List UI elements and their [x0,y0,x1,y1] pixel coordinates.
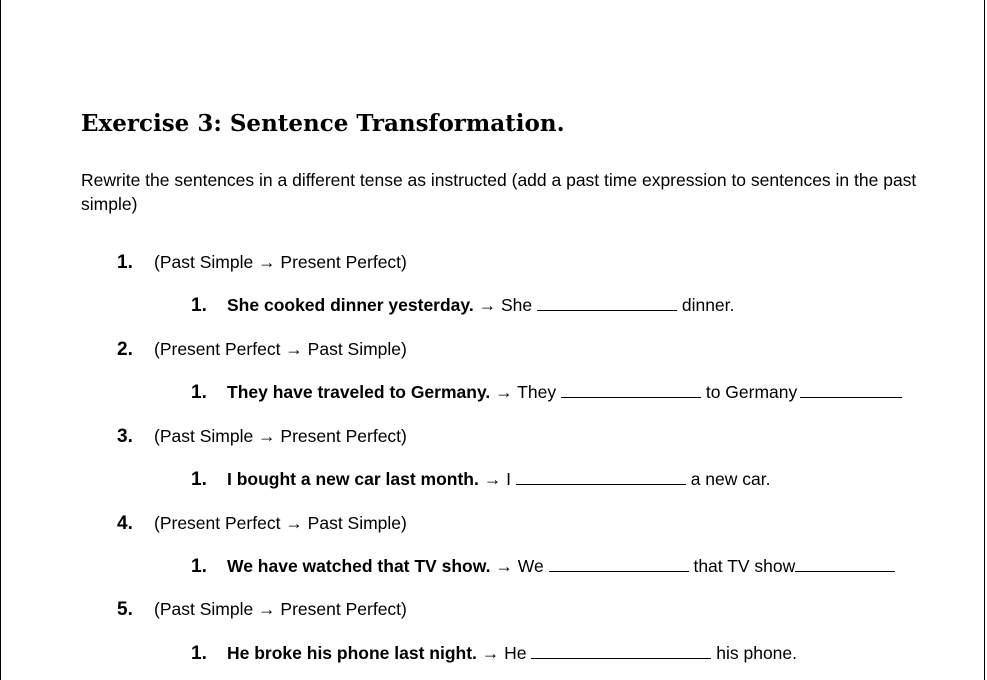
item-3-heading [117,425,407,448]
original-sentence: They have traveled to Germany. [227,382,491,402]
item-5-sentence [191,642,797,665]
item-1-sentence [191,294,734,317]
item-4-heading [117,512,407,535]
rewrite-prompt-start: → He [481,643,527,663]
item-4-sentence [191,555,895,578]
item-tense-instruction: (Present Perfect → Past Simple) [154,339,407,359]
original-sentence: He broke his phone last night. [227,643,477,663]
rewrite-prompt-start: → She [478,295,533,315]
rewrite-prompt-end: dinner. [681,295,735,315]
answer-blank[interactable] [549,555,689,572]
item-1-heading [117,251,407,274]
item-tense-instruction: (Past Simple → Present Perfect) [154,599,407,619]
item-number: 4. [117,513,133,534]
original-sentence: She cooked dinner yesterday. [227,295,474,315]
sub-number: 1. [191,469,207,490]
sub-number: 1. [191,643,207,664]
time-expression-blank[interactable] [800,381,902,398]
item-number: 2. [117,339,133,360]
item-tense-instruction: (Present Perfect → Past Simple) [154,513,407,533]
item-2-heading [117,338,407,361]
rewrite-prompt-start: → We [495,556,544,576]
sub-number: 1. [191,382,207,403]
answer-blank[interactable] [561,381,701,398]
rewrite-prompt-start: → They [495,382,557,402]
sub-number: 1. [191,556,207,577]
rewrite-prompt-end: his phone. [716,643,798,663]
original-sentence: I bought a new car last month. [227,469,479,489]
item-3-sentence [191,468,770,491]
item-5-heading [117,598,407,621]
rewrite-prompt-start: → I [483,469,511,489]
item-number: 5. [117,599,133,620]
time-expression-blank[interactable] [795,555,895,572]
item-number: 3. [117,426,133,447]
answer-blank[interactable] [531,642,711,659]
rewrite-prompt-end: to Germany [705,382,798,402]
item-tense-instruction: (Past Simple → Present Perfect) [154,252,407,272]
answer-blank[interactable] [537,294,677,311]
item-number: 1. [117,252,133,273]
instructions-text: Rewrite the sentences in a different tense as instructed (add a past time expression to sentences in the past simple) [81,170,917,214]
sub-number: 1. [191,295,207,316]
rewrite-prompt-end: a new car. [690,469,771,489]
original-sentence: We have watched that TV show. [227,556,491,576]
rewrite-prompt-end: that TV show [693,556,796,576]
item-2-sentence [191,381,902,404]
answer-blank[interactable] [516,468,686,485]
item-tense-instruction: (Past Simple → Present Perfect) [154,426,407,446]
exercise-title: Exercise 3: Sentence Transformation. [81,110,565,137]
